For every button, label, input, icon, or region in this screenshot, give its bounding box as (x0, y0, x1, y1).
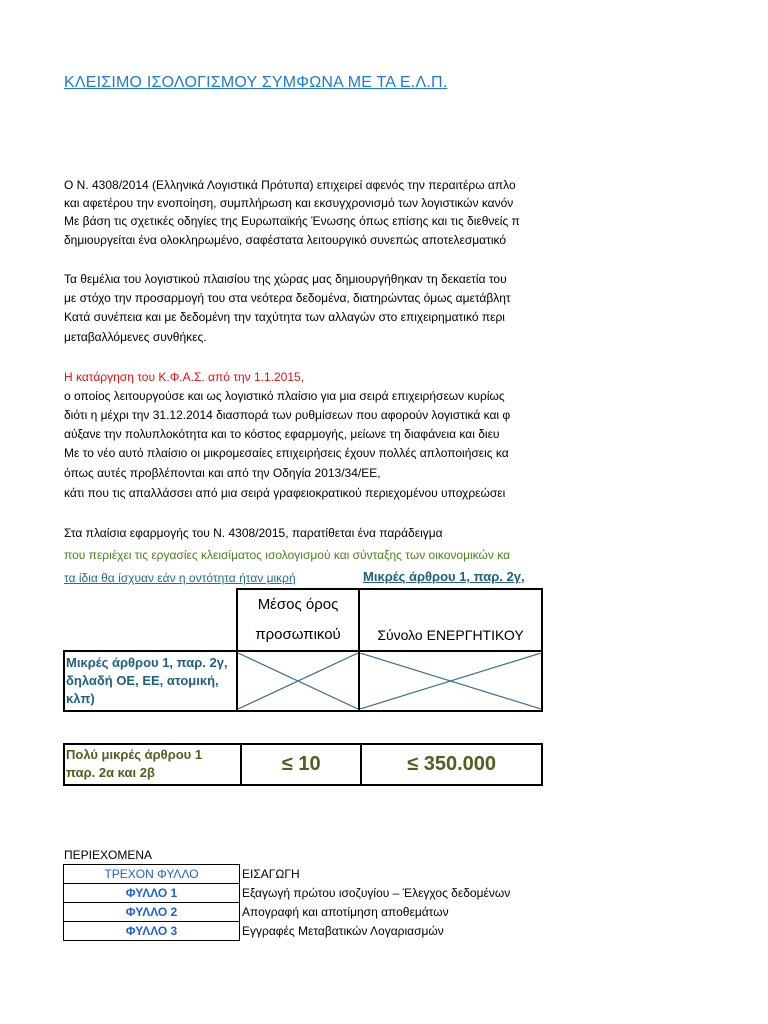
sheet-link-3[interactable]: ΦΥΛΛΟ 3 (64, 922, 240, 941)
staff-header-line1: Μέσος όρος (257, 596, 339, 613)
cross-mark-icon (360, 653, 541, 709)
paragraph4-green-line: που περιέχει τις εργασίες κλεισίματος ισολογισμού και σύνταξης των οικονομικών κα (64, 548, 511, 562)
paragraph1-line: δημιουργείται ένα ολοκληρωμένο, σαφέστατα λειτουργικό συνεπώς αποτελεσματικό (64, 233, 507, 247)
sheet-description: Απογραφή και αποτίμηση αποθεμάτων (242, 905, 449, 919)
paragraph2-line: με στόχο την προσαρμογή του στα νεότερα δεδομένα, διατηρώντας όμως αμετάβλητ (64, 291, 511, 305)
table-row (64, 922, 511, 941)
paragraph1-line: Με βάση τις σχετικές οδηγίες της Ευρωπαϊκής Ένωσης όπως επίσης και τις διεθνείς π (64, 214, 520, 228)
crossed-cell (359, 651, 542, 711)
micro-label-line2: παρ. 2α και 2β (66, 765, 155, 780)
assets-limit-cell: ≤ 350.000 (361, 744, 542, 785)
table-row (64, 884, 511, 903)
paragraph2-line: μεταβαλλόμενες συνθήκες. (64, 330, 207, 344)
small-entities-header[interactable]: Μικρές άρθρου 1, παρ. 2γ, (363, 569, 525, 584)
paragraph2-line: Κατά συνέπεια και με δεδομένη την ταχύτητα των αλλαγών στο επιχειρηματικό περι (64, 310, 505, 324)
highlight-text: Η κατάργηση του Κ.Φ.Α.Σ. από την 1.1.2015, (64, 370, 305, 384)
contents-table (63, 864, 511, 941)
staff-limit-cell: ≤ 10 (241, 744, 361, 785)
paragraph3-line: κάτι που τις απαλλάσσει από μια σειρά γραφειοκρατικού περιεχομένου υποχρεώσει (64, 486, 506, 500)
criteria-table (63, 588, 543, 712)
sheet-description: Εγγραφές Μεταβατικών Λογαριασμών (242, 924, 444, 938)
paragraph3-line: Με το νέο αυτό πλαίσιο οι μικρομεσαίες επιχειρήσεις έχουν πολλές απλοποιήσεις κα (64, 446, 509, 460)
paragraph3-line: διότι η μέχρι την 31.12.2014 διασπορά των ρυθμίσεων που αφορούν λογιστικά και φ (64, 408, 511, 422)
row-label-line1: Μικρές άρθρου 1, παρ. 2γ, (66, 655, 228, 670)
micro-label-line1: Πολύ μικρές άρθρου 1 (66, 747, 203, 762)
contents-heading: ΠΕΡΙΕΧΟΜΕΝΑ (64, 848, 153, 862)
table-row (64, 744, 542, 785)
crossed-cell (237, 651, 359, 711)
paragraph3-line: αύξανε την πολυπλοκότητα και το κόστος εφαρμογής, μείωνε τη διαφάνεια και διευ (64, 427, 500, 441)
staff-header-cell (237, 589, 359, 651)
table-row (64, 651, 542, 711)
sheet-link-2[interactable]: ΦΥΛΛΟ 2 (64, 903, 240, 922)
table-row (64, 865, 511, 884)
paragraph3-line: ο οποίος λειτουργούσε και ως λογιστικό πλαίσιο για μια σειρά επιχειρήσεων κυρίως (64, 389, 505, 403)
paragraph4-link[interactable]: τα ίδια θα ίσχυαν εάν η οντότητα ήταν μικρή (64, 571, 296, 585)
small-entities-label-cell (64, 651, 237, 711)
paragraph4-line: Στα πλαίσια εφαρμογής του Ν. 4308/2015, παρατίθεται ένα παράδειγμα (64, 526, 443, 540)
assets-header-cell (359, 589, 542, 651)
empty-cell (64, 589, 237, 651)
sheet-link-current[interactable]: ΤΡΕΧΟΝ ΦΥΛΛΟ (64, 865, 240, 884)
paragraph1-line: Ο Ν. 4308/2014 (Ελληνικά Λογιστικά Πρότυπα) επιχειρεί αφενός την περαιτέρω απλο (64, 178, 516, 192)
table-row (64, 589, 542, 651)
paragraph3-line: όπως αυτές προβλέπονται και από την Οδηγία 2013/34/ΕΕ, (64, 466, 381, 480)
sheet-link-1[interactable]: ΦΥΛΛΟ 1 (64, 884, 240, 903)
micro-entities-table (63, 743, 543, 786)
assets-header: Σύνολο ΕΝΕΡΓΗΤΙΚΟΥ (377, 627, 524, 643)
sheet-description: ΕΙΣΑΓΩΓΗ (242, 867, 300, 881)
row-label-line3: κλπ) (66, 691, 95, 706)
table-row (64, 903, 511, 922)
paragraph1-line: και αφετέρου την ενοποίηση, συμπλήρωση και εκσυγχρονισμό των λογιστικών κανόν (64, 196, 514, 210)
staff-header-line2: προσωπικού (255, 626, 341, 643)
cross-mark-icon (238, 653, 358, 709)
sheet-description: Εξαγωγή πρώτου ισοζυγίου – Έλεγχος δεδομένων (242, 886, 511, 900)
paragraph2-line: Τα θεμέλια του λογιστικού πλαισίου της χώρας μας δημιουργήθηκαν τη δεκαετία του (64, 272, 507, 286)
page-title[interactable]: ΚΛΕΙΣΙΜΟ ΙΣΟΛΟΓΙΣΜΟΥ ΣΥΜΦΩΝΑ ΜΕ ΤΑ Ε.Λ.Π. (64, 74, 448, 91)
row-label-line2: δηλαδή ΟΕ, ΕΕ, ατομική, (66, 673, 219, 688)
micro-entities-label-cell (64, 744, 241, 785)
